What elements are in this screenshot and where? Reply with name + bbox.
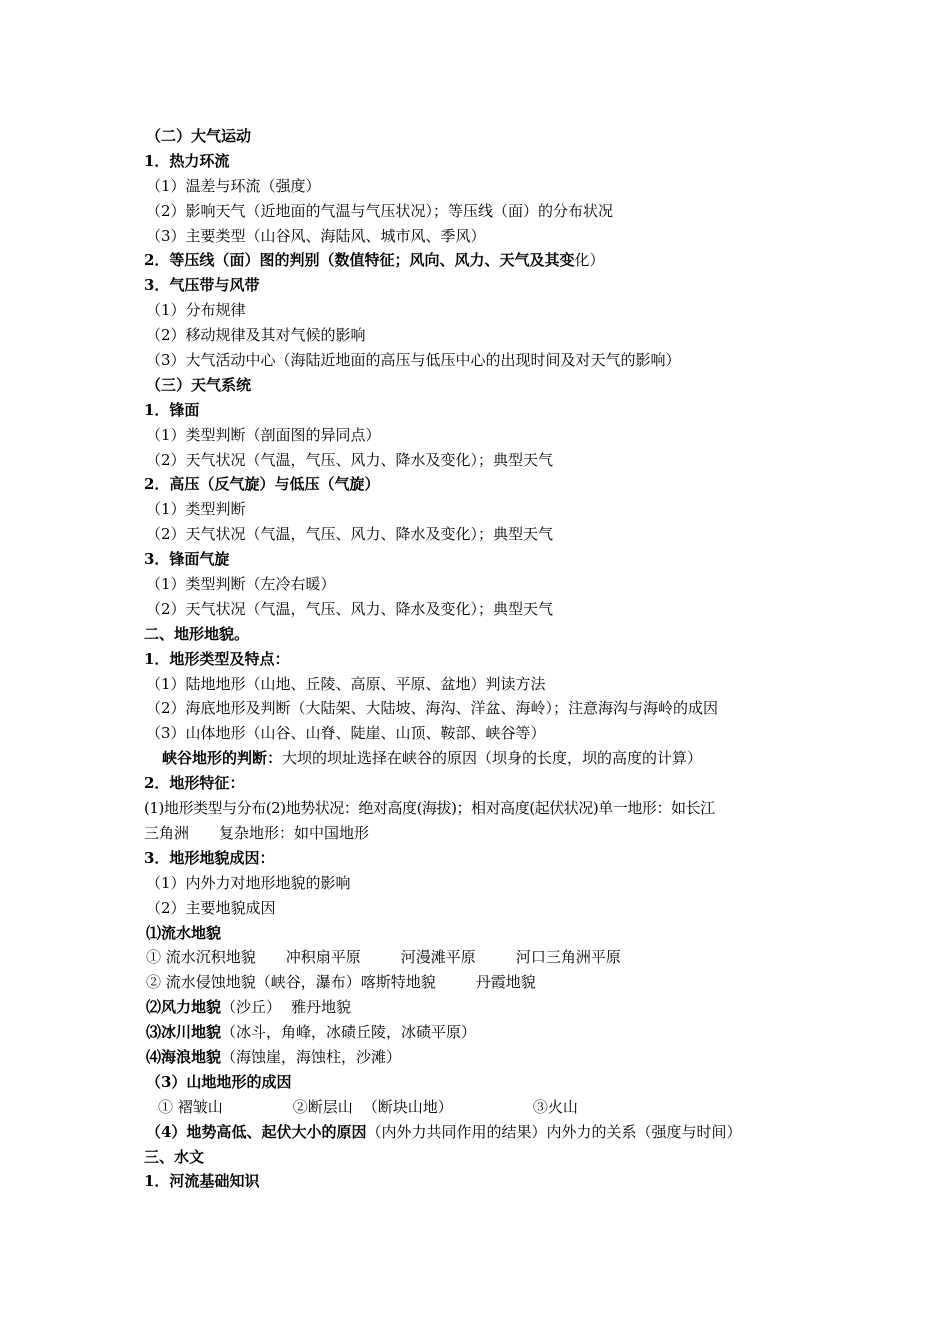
list-item: （2）天气状况（气温，气压、风力、降水及变化）；典型天气 bbox=[146, 525, 554, 544]
list-item bbox=[144, 1020, 824, 1045]
list-item: （1）陆地地形（山地、丘陵、高原、平原、盆地）判读方法 bbox=[146, 674, 546, 693]
text-part: ① 褶皱山 bbox=[158, 1097, 223, 1116]
list-item bbox=[144, 970, 824, 995]
list-item: ⑴流水地貌 bbox=[146, 923, 222, 942]
list-item: （3）山地地形的成因 bbox=[146, 1072, 292, 1091]
subsection-heading: 1．河流基础知识 bbox=[144, 1172, 260, 1191]
list-item: （2）主要地貌成因 bbox=[146, 898, 276, 917]
subsection-heading: 2．地形特征： bbox=[144, 774, 245, 793]
list-item bbox=[144, 1120, 824, 1145]
paragraph-line: (1)地形类型与分布(2)地势状况：绝对高度(海拔)；相对高度(起伏状况)单一地形：如长江 bbox=[144, 799, 715, 818]
list-item: （2）天气状况（气温，气压、风力、降水及变化）；典型天气 bbox=[146, 450, 554, 469]
text-part: 河漫滩平原 bbox=[400, 948, 476, 967]
list-item: （3）大气活动中心（海陆近地面的高压与低压中心的出现时间及对天气的影响） bbox=[146, 351, 681, 370]
text-part: （海蚀崖，海蚀柱，沙滩） bbox=[221, 1047, 402, 1066]
paragraph-line bbox=[144, 821, 824, 846]
subsection-heading: 3．气压带与风带 bbox=[144, 276, 260, 295]
text-part: 雅丹地貌 bbox=[291, 998, 352, 1017]
subsection-heading: 3．锋面气旋 bbox=[144, 550, 230, 569]
document-body bbox=[144, 124, 824, 1194]
list-item: （3）主要类型（山谷风、海陆风、城市风、季风） bbox=[146, 226, 486, 245]
list-item bbox=[144, 945, 824, 970]
list-item: （1）分布规律 bbox=[146, 301, 246, 320]
text-part: 复杂地形：如中国地形 bbox=[219, 823, 370, 842]
list-item: （2）移动规律及其对气候的影响 bbox=[146, 326, 366, 345]
subsection-heading: 1．锋面 bbox=[144, 400, 200, 419]
item-bold-part: （4）地势高低、起伏大小的原因 bbox=[146, 1122, 367, 1141]
list-item bbox=[144, 1045, 824, 1070]
item-bold-part: ⑵风力地貌 bbox=[146, 998, 222, 1017]
text-part: 冲积扇平原 bbox=[285, 948, 361, 967]
list-item: （1）类型判断 bbox=[146, 500, 246, 519]
item-bold-part: ⑶冰川地貌 bbox=[146, 1023, 222, 1042]
section-heading: （二）大气运动 bbox=[146, 127, 252, 145]
text-part: （冰斗，角峰，冰碛丘陵，冰碛平原） bbox=[221, 1023, 477, 1042]
list-item: （2）影响天气（近地面的气温与气压状况）；等压线（面）的分布状况 bbox=[146, 201, 614, 220]
text-part: ③火山 bbox=[532, 1097, 578, 1116]
list-item bbox=[144, 995, 824, 1020]
text-part: ② 流水侵蚀地貌（峡谷，瀑布）喀斯特地貌 bbox=[146, 973, 436, 992]
subsection-heading bbox=[144, 248, 824, 273]
heading-bold-part: 2．等压线（面）图的判别（数值特征；风向、风力、天气及其变 bbox=[144, 251, 575, 270]
heading-normal-part: 化） bbox=[574, 251, 605, 270]
text-part: 河口三角洲平原 bbox=[515, 948, 621, 967]
text-part: （内外力共同作用的结果）内外力的关系（强度与时间） bbox=[366, 1122, 742, 1141]
item-bold-part: ⑷海浪地貌 bbox=[146, 1047, 222, 1066]
section-heading: 三、水文 bbox=[144, 1147, 205, 1166]
list-item: （2）天气状况（气温，气压、风力、降水及变化）；典型天气 bbox=[146, 599, 554, 618]
list-item: （1）类型判断（左冷右暖） bbox=[146, 575, 336, 594]
section-heading: （三）天气系统 bbox=[146, 375, 252, 394]
subsection-heading: 1．地形类型及特点： bbox=[144, 649, 290, 668]
section-heading: 二、地形地貌。 bbox=[144, 624, 250, 643]
list-item bbox=[144, 1095, 824, 1120]
text-part: （断块山地） bbox=[362, 1097, 453, 1116]
text-part: 三角洲 bbox=[144, 823, 190, 842]
subsection-heading: 2．高压（反气旋）与低压（气旋） bbox=[144, 475, 380, 494]
list-item bbox=[144, 746, 824, 771]
list-item: （1）温差与环流（强度） bbox=[146, 176, 321, 195]
text-part: 丹霞地貌 bbox=[475, 973, 536, 992]
text-part: ① 流水沉积地貌 bbox=[146, 948, 256, 967]
list-item: （2）海底地形及判断（大陆架、大陆坡、海沟、洋盆、海岭）；注意海沟与海岭的成因 bbox=[146, 699, 719, 718]
subsection-heading: 1．热力环流 bbox=[144, 151, 230, 170]
text-part: ②断层山 bbox=[292, 1097, 353, 1116]
list-item: （3）山体地形（山谷、山脊、陡崖、山顶、鞍部、峡谷等） bbox=[146, 724, 546, 743]
item-normal-part: 大坝的坝址选择在峡谷的原因（坝身的长度，坝的高度的计算） bbox=[282, 749, 703, 768]
subsection-heading: 3．地形地貌成因： bbox=[144, 848, 275, 867]
item-bold-part: 峡谷地形的判断： bbox=[162, 749, 283, 768]
text-part: （沙丘） bbox=[221, 998, 282, 1017]
list-item: （1）内外力对地形地貌的影响 bbox=[146, 873, 351, 892]
list-item: （1）类型判断（剖面图的异同点） bbox=[146, 425, 381, 444]
